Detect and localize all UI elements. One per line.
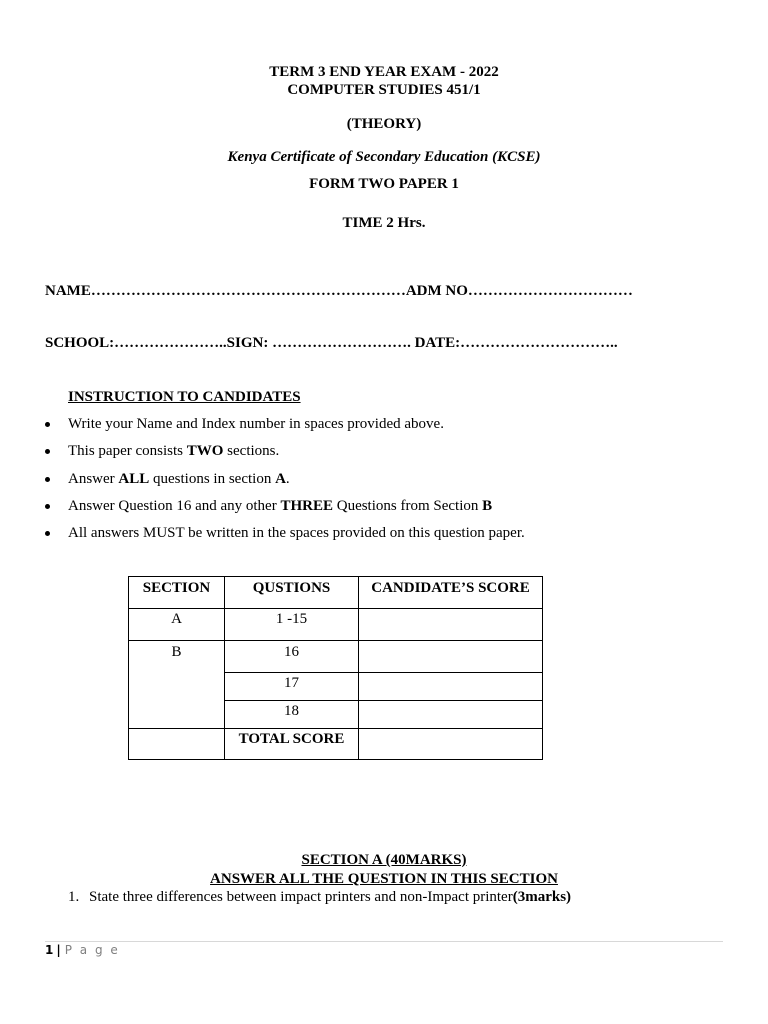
table-header-row [129, 577, 543, 609]
footer-separator: | [56, 943, 61, 957]
header-questions: QUSTIONS [225, 577, 359, 609]
header-section: SECTION [129, 577, 225, 609]
certificate-title: Kenya Certificate of Secondary Education (KCSE) [227, 149, 541, 165]
bullet-icon [45, 422, 50, 427]
section-a-title: SECTION A (40MARKS) [301, 852, 467, 868]
question-number: 1. [68, 889, 80, 905]
bullet-icon [45, 477, 50, 482]
cell-questions: 17 [225, 673, 359, 701]
form-paper: FORM TWO PAPER 1 [309, 176, 459, 192]
footer-divider [45, 941, 723, 942]
name-adm-field[interactable]: NAME………………………………………………………ADM NO…………………………… [45, 283, 633, 299]
cell-questions: 18 [225, 701, 359, 729]
cell-score[interactable] [359, 609, 543, 641]
bullet-icon [45, 504, 50, 509]
time-allowed: TIME 2 Hrs. [342, 215, 426, 231]
subject-title: COMPUTER STUDIES 451/1 [287, 82, 481, 98]
instructions-heading: INSTRUCTION TO CANDIDATES [68, 389, 301, 405]
list-item: Answer Question 16 and any other THREE Questions from Section B [45, 496, 725, 523]
cell-score[interactable] [359, 641, 543, 673]
page-footer [45, 943, 120, 957]
bullet-icon [45, 449, 50, 454]
list-item: Answer ALL questions in section A. [45, 469, 725, 496]
table-total-row [129, 729, 543, 760]
cell-questions: 1 -15 [225, 609, 359, 641]
list-item: All answers MUST be written in the spaces provided on this question paper. [45, 523, 725, 550]
paper-type: (THEORY) [346, 116, 422, 132]
bullet-icon [45, 531, 50, 536]
list-item: This paper consists TWO sections. [45, 441, 725, 468]
cell-section: B [129, 641, 225, 729]
instructions-list [45, 414, 725, 550]
table-row [129, 641, 543, 673]
page-label: P a g e [64, 943, 120, 957]
cell-score[interactable] [359, 673, 543, 701]
exam-title: TERM 3 END YEAR EXAM - 2022 [269, 64, 499, 80]
question-marks: (3marks) [512, 889, 572, 905]
school-sign-date-field[interactable]: SCHOOL:…………………..SIGN: ………………………. DATE:………………………….. [45, 335, 618, 351]
question-1 [68, 889, 571, 906]
question-text: State three differences between impact printers and non-Impact printer [89, 889, 513, 905]
cell-empty [129, 729, 225, 760]
section-a-subtitle: ANSWER ALL THE QUESTION IN THIS SECTION [210, 871, 558, 887]
page-number: 1 [45, 943, 54, 957]
total-score-value[interactable] [359, 729, 543, 760]
cell-score[interactable] [359, 701, 543, 729]
score-table [128, 576, 543, 760]
total-score-label: TOTAL SCORE [225, 729, 359, 760]
header-score: CANDIDATE’S SCORE [359, 577, 543, 609]
table-row [129, 609, 543, 641]
cell-section: A [129, 609, 225, 641]
cell-questions: 16 [225, 641, 359, 673]
list-item: Write your Name and Index number in spaces provided above. [45, 414, 725, 441]
